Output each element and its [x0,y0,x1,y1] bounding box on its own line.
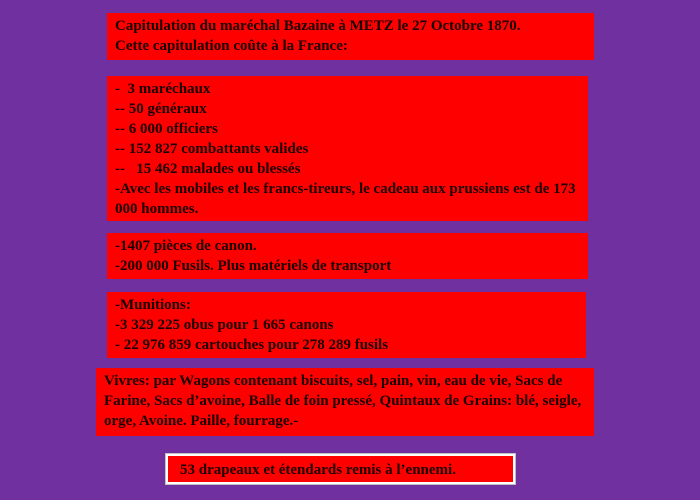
flags-text: 53 drapeaux et étendards remis à l’ennemi. [180,462,456,478]
list-item: -- 50 généraux [115,101,207,117]
list-item: -- 6 000 officiers [115,121,218,137]
personnel-box [107,76,588,221]
list-item: - 22 976 859 cartouches pour 278 289 fusils [115,337,389,353]
list-item: -- 152 827 combattants valides [115,141,309,157]
vivres-text: Vivres: par Wagons contenant biscuits, sel, pain, vin, eau de vie, Sacs de Farine, Sacs d’avoine, Balle de foin pressé, Quintaux de Grains: blé, seigle, orge, Avoine. Paille, fourrage.- [104,373,582,429]
list-item: -Munitions: [115,297,191,313]
vivres-box [96,368,594,436]
title-line: Capitulation du maréchal Bazaine à METZ le 27 Octobre 1870. [115,18,521,34]
subtitle-line: Cette capitulation coûte à la France: [115,38,348,54]
list-item: -1407 pièces de canon. [115,238,257,254]
list-item: -3 329 225 obus pour 1 665 canons [115,317,334,333]
list-item: -- 15 462 malades ou blessés [115,161,301,177]
list-item: -200 000 Fusils. Plus matériels de transport [115,258,392,274]
flags-box [166,454,515,484]
materiel-box [107,233,588,279]
munitions-box [107,292,586,358]
title-box [107,13,594,60]
list-item: - 3 maréchaux [115,81,211,97]
list-item: -Avec les mobiles et les francs-tireurs, le cadeau aux prussiens est de 173 000 hommes. [115,181,576,217]
